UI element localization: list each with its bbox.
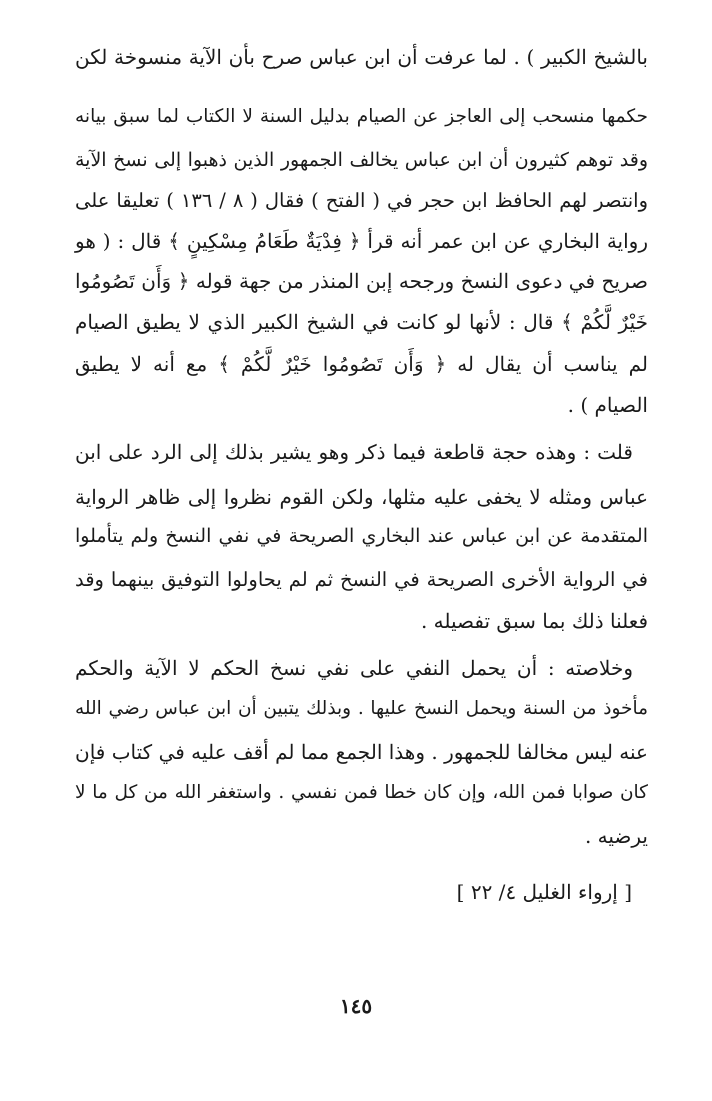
paragraph-line: وقد توهم كثيرون أن ابن عباس يخالف الجمهور الذين ذهبوا إلى نسخ الآية — [75, 149, 648, 171]
paragraph-line: المتقدمة عن ابن عباس عند البخاري الصريحة في نفي النسخ ولم يتأملوا — [75, 525, 648, 547]
source-citation: [ إرواء الغليل ٤/ ٢٢ ] — [456, 880, 632, 904]
paragraph-line: عباس ومثله لا يخفى عليه مثلها، ولكن القوم نظروا إلى ظاهر الرواية — [75, 485, 648, 509]
paragraph-line: فعلنا ذلك بما سبق تفصيله . — [420, 609, 648, 633]
paragraph-line: يرضيه . — [584, 824, 648, 848]
paragraph-line: في الرواية الأخرى الصريحة في النسخ ثم لم يحاولوا التوفيق بينهما وقد — [75, 568, 648, 591]
paragraph-line: مأخوذ من السنة ويحمل النسخ عليها . وبذلك يتبين أن ابن عباس رضي الله — [75, 698, 648, 719]
paragraph-line: خَيْرٌ لَّكُمْ ﴾ قال : لأنها لو كانت في الشيخ الكبير الذي لا يطيق الصيام — [75, 310, 648, 334]
paragraph-line: كان صوابا فمن الله، وإن كان خطا فمن نفسي . واستغفر الله من كل ما لا — [75, 782, 648, 803]
paragraph-line: قلت : وهذه حجة قاطعة فيما ذكر وهو يشير بذلك إلى الرد على ابن — [75, 440, 633, 464]
paragraph-line: حكمها منسحب إلى العاجز عن الصيام بدليل السنة لا الكتاب لما سبق بيانه — [75, 106, 648, 127]
paragraph-line: رواية البخاري عن ابن عمر أنه قرأ ﴿ فِدْيَةٌ طَعَامُ مِسْكِينٍ ﴾ قال : ( هو — [75, 229, 648, 253]
paragraph-line: بالشيخ الكبير ) . لما عرفت أن ابن عباس صرح بأن الآية منسوخة لكن — [75, 45, 648, 69]
paragraph-line: وخلاصته : أن يحمل النفي على نفي نسخ الحكم لا الآية والحكم — [75, 656, 633, 680]
paragraph-line: الصيام ) . — [567, 393, 648, 417]
paragraph-line: صريح في دعوى النسخ ورجحه إبن المنذر من جهة قوله ﴿ وَأَن تَصُومُوا — [75, 269, 648, 293]
paragraph-line: وانتصر لهم الحافظ ابن حجر في ( الفتح ) فقال ( ٨ / ١٣٦ ) تعليقا على — [75, 189, 648, 212]
paragraph-line: لم يناسب أن يقال له ﴿ وَأَن تَصُومُوا خَيْرٌ لَّكُمْ ﴾ مع أنه لا يطيق — [75, 352, 648, 376]
page-number: ١٤٥ — [339, 994, 373, 1018]
paragraph-line: عنه ليس مخالفا للجمهور . وهذا الجمع مما لم أقف عليه في كتاب فإن — [75, 740, 648, 764]
